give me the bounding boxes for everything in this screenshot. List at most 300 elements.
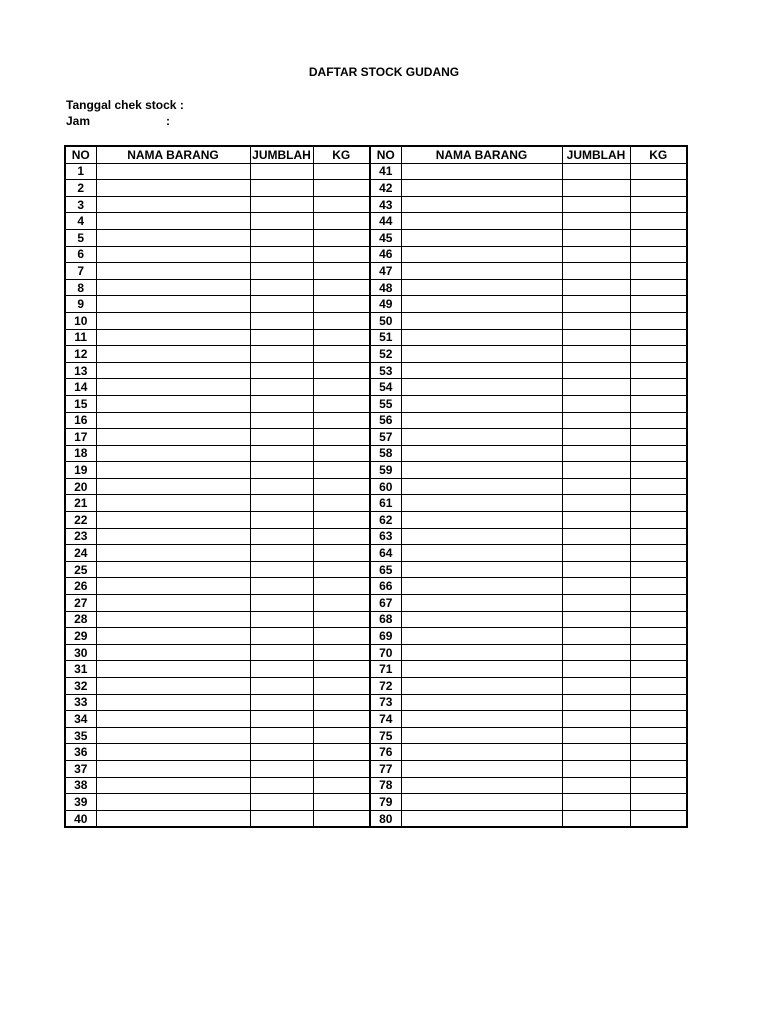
table-row [65, 794, 687, 811]
kg-cell-right[interactable] [630, 213, 687, 230]
jumblah-cell-right[interactable] [562, 777, 630, 794]
jumblah-cell-left[interactable] [250, 727, 313, 744]
table-row [65, 445, 687, 462]
row-number-right: 77 [370, 760, 401, 777]
jumblah-cell-right[interactable] [562, 279, 630, 296]
row-number-right: 46 [370, 246, 401, 263]
jumblah-cell-left[interactable] [250, 611, 313, 628]
nama-barang-cell-right[interactable] [401, 246, 562, 263]
jumblah-cell-left[interactable] [250, 711, 313, 728]
nama-barang-cell-left[interactable] [96, 329, 250, 346]
jumblah-cell-right[interactable] [562, 362, 630, 379]
kg-cell-left[interactable] [313, 395, 370, 412]
nama-barang-cell-left[interactable] [96, 296, 250, 313]
jumblah-cell-right[interactable] [562, 578, 630, 595]
jumblah-cell-right[interactable] [562, 196, 630, 213]
nama-barang-cell-left[interactable] [96, 429, 250, 446]
kg-cell-right[interactable] [630, 329, 687, 346]
kg-cell-left[interactable] [313, 744, 370, 761]
jumblah-cell-left[interactable] [250, 412, 313, 429]
kg-cell-right[interactable] [630, 794, 687, 811]
nama-barang-cell-left[interactable] [96, 744, 250, 761]
kg-cell-right[interactable] [630, 379, 687, 396]
nama-barang-cell-left[interactable] [96, 395, 250, 412]
kg-cell-right[interactable] [630, 346, 687, 363]
nama-barang-cell-right[interactable] [401, 528, 562, 545]
kg-cell-right[interactable] [630, 312, 687, 329]
nama-barang-cell-right[interactable] [401, 561, 562, 578]
row-number-left: 27 [65, 595, 96, 612]
jumblah-cell-left[interactable] [250, 794, 313, 811]
nama-barang-cell-right[interactable] [401, 578, 562, 595]
row-number-right: 80 [370, 810, 401, 827]
kg-cell-left[interactable] [313, 229, 370, 246]
row-number-left: 4 [65, 213, 96, 230]
row-number-right: 45 [370, 229, 401, 246]
kg-cell-right[interactable] [630, 760, 687, 777]
row-number-right: 49 [370, 296, 401, 313]
kg-cell-right[interactable] [630, 462, 687, 479]
kg-cell-left[interactable] [313, 727, 370, 744]
kg-cell-right[interactable] [630, 661, 687, 678]
kg-cell-left[interactable] [313, 362, 370, 379]
jumblah-cell-right[interactable] [562, 329, 630, 346]
kg-cell-left[interactable] [313, 578, 370, 595]
nama-barang-cell-right[interactable] [401, 379, 562, 396]
kg-cell-left[interactable] [313, 694, 370, 711]
table-row [65, 379, 687, 396]
jumblah-cell-right[interactable] [562, 445, 630, 462]
kg-cell-left[interactable] [313, 263, 370, 280]
row-number-left: 19 [65, 462, 96, 479]
header-no-right: NO [370, 146, 401, 163]
kg-cell-left[interactable] [313, 595, 370, 612]
nama-barang-cell-right[interactable] [401, 595, 562, 612]
kg-cell-right[interactable] [630, 279, 687, 296]
jumblah-cell-left[interactable] [250, 578, 313, 595]
kg-cell-left[interactable] [313, 794, 370, 811]
nama-barang-cell-right[interactable] [401, 711, 562, 728]
nama-barang-cell-left[interactable] [96, 578, 250, 595]
row-number-left: 35 [65, 727, 96, 744]
table-row [65, 462, 687, 479]
kg-cell-right[interactable] [630, 611, 687, 628]
kg-cell-right[interactable] [630, 246, 687, 263]
jumblah-cell-right[interactable] [562, 628, 630, 645]
nama-barang-cell-left[interactable] [96, 711, 250, 728]
row-number-right: 74 [370, 711, 401, 728]
nama-barang-cell-right[interactable] [401, 678, 562, 695]
kg-cell-right[interactable] [630, 429, 687, 446]
jumblah-cell-left[interactable] [250, 694, 313, 711]
jumblah-cell-right[interactable] [562, 760, 630, 777]
jumblah-cell-left[interactable] [250, 760, 313, 777]
row-number-left: 10 [65, 312, 96, 329]
jumblah-cell-left[interactable] [250, 229, 313, 246]
nama-barang-cell-right[interactable] [401, 462, 562, 479]
jumblah-cell-right[interactable] [562, 810, 630, 827]
nama-barang-cell-left[interactable] [96, 528, 250, 545]
nama-barang-cell-right[interactable] [401, 727, 562, 744]
kg-cell-left[interactable] [313, 661, 370, 678]
nama-barang-cell-left[interactable] [96, 545, 250, 562]
table-row [65, 263, 687, 280]
nama-barang-cell-right[interactable] [401, 478, 562, 495]
kg-cell-left[interactable] [313, 163, 370, 180]
kg-cell-right[interactable] [630, 528, 687, 545]
table-header-row [65, 146, 687, 163]
jumblah-cell-left[interactable] [250, 346, 313, 363]
nama-barang-cell-right[interactable] [401, 263, 562, 280]
kg-cell-left[interactable] [313, 412, 370, 429]
kg-cell-left[interactable] [313, 296, 370, 313]
kg-cell-left[interactable] [313, 279, 370, 296]
nama-barang-cell-left[interactable] [96, 246, 250, 263]
kg-cell-left[interactable] [313, 379, 370, 396]
jumblah-cell-right[interactable] [562, 595, 630, 612]
table-row [65, 628, 687, 645]
jumblah-cell-left[interactable] [250, 312, 313, 329]
jumblah-cell-right[interactable] [562, 561, 630, 578]
nama-barang-cell-right[interactable] [401, 163, 562, 180]
kg-cell-right[interactable] [630, 561, 687, 578]
nama-barang-cell-right[interactable] [401, 611, 562, 628]
row-number-right: 63 [370, 528, 401, 545]
kg-cell-left[interactable] [313, 445, 370, 462]
kg-cell-left[interactable] [313, 711, 370, 728]
nama-barang-cell-left[interactable] [96, 478, 250, 495]
table-row [65, 678, 687, 695]
jumblah-cell-right[interactable] [562, 644, 630, 661]
table-row [65, 395, 687, 412]
nama-barang-cell-left[interactable] [96, 694, 250, 711]
nama-barang-cell-right[interactable] [401, 412, 562, 429]
table-row [65, 279, 687, 296]
kg-cell-right[interactable] [630, 196, 687, 213]
row-number-right: 59 [370, 462, 401, 479]
row-number-left: 13 [65, 362, 96, 379]
jumblah-cell-right[interactable] [562, 246, 630, 263]
nama-barang-cell-left[interactable] [96, 611, 250, 628]
kg-cell-right[interactable] [630, 495, 687, 512]
jumblah-cell-left[interactable] [250, 263, 313, 280]
kg-cell-left[interactable] [313, 644, 370, 661]
kg-cell-left[interactable] [313, 545, 370, 562]
row-number-left: 8 [65, 279, 96, 296]
jumblah-cell-right[interactable] [562, 213, 630, 230]
kg-cell-left[interactable] [313, 512, 370, 529]
nama-barang-cell-right[interactable] [401, 810, 562, 827]
kg-cell-right[interactable] [630, 163, 687, 180]
nama-barang-cell-left[interactable] [96, 180, 250, 197]
table-row [65, 346, 687, 363]
header-jumblah-right: JUMBLAH [562, 146, 630, 163]
nama-barang-cell-right[interactable] [401, 395, 562, 412]
row-number-right: 67 [370, 595, 401, 612]
row-number-left: 24 [65, 545, 96, 562]
jumblah-cell-left[interactable] [250, 462, 313, 479]
nama-barang-cell-left[interactable] [96, 346, 250, 363]
kg-cell-right[interactable] [630, 362, 687, 379]
jumblah-cell-left[interactable] [250, 628, 313, 645]
kg-cell-right[interactable] [630, 180, 687, 197]
nama-barang-cell-left[interactable] [96, 678, 250, 695]
jumblah-cell-left[interactable] [250, 395, 313, 412]
nama-barang-cell-left[interactable] [96, 196, 250, 213]
nama-barang-cell-right[interactable] [401, 279, 562, 296]
jumblah-cell-left[interactable] [250, 561, 313, 578]
kg-cell-left[interactable] [313, 611, 370, 628]
jumblah-cell-right[interactable] [562, 744, 630, 761]
kg-cell-right[interactable] [630, 711, 687, 728]
nama-barang-cell-right[interactable] [401, 429, 562, 446]
nama-barang-cell-left[interactable] [96, 312, 250, 329]
jumblah-cell-right[interactable] [562, 694, 630, 711]
kg-cell-right[interactable] [630, 229, 687, 246]
kg-cell-left[interactable] [313, 180, 370, 197]
jumblah-cell-left[interactable] [250, 296, 313, 313]
jumblah-cell-right[interactable] [562, 545, 630, 562]
jumblah-cell-right[interactable] [562, 528, 630, 545]
jumblah-cell-left[interactable] [250, 678, 313, 695]
jumblah-cell-left[interactable] [250, 329, 313, 346]
jumblah-cell-left[interactable] [250, 661, 313, 678]
nama-barang-cell-left[interactable] [96, 794, 250, 811]
kg-cell-left[interactable] [313, 561, 370, 578]
nama-barang-cell-right[interactable] [401, 777, 562, 794]
nama-barang-cell-left[interactable] [96, 362, 250, 379]
kg-cell-left[interactable] [313, 213, 370, 230]
header-no-left: NO [65, 146, 96, 163]
row-number-left: 17 [65, 429, 96, 446]
row-number-right: 62 [370, 512, 401, 529]
jumblah-cell-left[interactable] [250, 180, 313, 197]
jumblah-cell-left[interactable] [250, 379, 313, 396]
jumblah-cell-left[interactable] [250, 445, 313, 462]
row-number-right: 41 [370, 163, 401, 180]
kg-cell-left[interactable] [313, 329, 370, 346]
jumblah-cell-right[interactable] [562, 512, 630, 529]
kg-cell-left[interactable] [313, 312, 370, 329]
jumblah-cell-left[interactable] [250, 644, 313, 661]
header-jumblah-left: JUMBLAH [250, 146, 313, 163]
row-number-left: 22 [65, 512, 96, 529]
kg-cell-right[interactable] [630, 595, 687, 612]
nama-barang-cell-left[interactable] [96, 445, 250, 462]
row-number-left: 14 [65, 379, 96, 396]
nama-barang-cell-right[interactable] [401, 296, 562, 313]
kg-cell-right[interactable] [630, 478, 687, 495]
nama-barang-cell-right[interactable] [401, 229, 562, 246]
jumblah-cell-right[interactable] [562, 678, 630, 695]
nama-barang-cell-right[interactable] [401, 362, 562, 379]
jumblah-cell-left[interactable] [250, 429, 313, 446]
kg-cell-right[interactable] [630, 512, 687, 529]
nama-barang-cell-left[interactable] [96, 628, 250, 645]
kg-cell-right[interactable] [630, 412, 687, 429]
nama-barang-cell-right[interactable] [401, 329, 562, 346]
jumblah-cell-left[interactable] [250, 595, 313, 612]
date-label: Tanggal chek stock : [66, 98, 184, 112]
row-number-left: 23 [65, 528, 96, 545]
jumblah-cell-left[interactable] [250, 512, 313, 529]
jumblah-cell-left[interactable] [250, 246, 313, 263]
jumblah-cell-left[interactable] [250, 362, 313, 379]
jumblah-cell-right[interactable] [562, 794, 630, 811]
row-number-left: 34 [65, 711, 96, 728]
jumblah-cell-left[interactable] [250, 478, 313, 495]
jumblah-cell-right[interactable] [562, 395, 630, 412]
nama-barang-cell-right[interactable] [401, 694, 562, 711]
kg-cell-right[interactable] [630, 744, 687, 761]
jumblah-cell-left[interactable] [250, 279, 313, 296]
jumblah-cell-left[interactable] [250, 495, 313, 512]
nama-barang-cell-left[interactable] [96, 595, 250, 612]
jumblah-cell-left[interactable] [250, 196, 313, 213]
jumblah-cell-right[interactable] [562, 412, 630, 429]
nama-barang-cell-left[interactable] [96, 379, 250, 396]
jumblah-cell-left[interactable] [250, 777, 313, 794]
nama-barang-cell-right[interactable] [401, 180, 562, 197]
kg-cell-right[interactable] [630, 263, 687, 280]
nama-barang-cell-left[interactable] [96, 163, 250, 180]
kg-cell-left[interactable] [313, 346, 370, 363]
header-nama-barang-left: NAMA BARANG [96, 146, 250, 163]
kg-cell-right[interactable] [630, 694, 687, 711]
kg-cell-left[interactable] [313, 777, 370, 794]
row-number-right: 53 [370, 362, 401, 379]
jumblah-cell-right[interactable] [562, 478, 630, 495]
kg-cell-right[interactable] [630, 727, 687, 744]
nama-barang-cell-right[interactable] [401, 445, 562, 462]
kg-cell-left[interactable] [313, 810, 370, 827]
row-number-left: 21 [65, 495, 96, 512]
jumblah-cell-right[interactable] [562, 727, 630, 744]
jumblah-cell-left[interactable] [250, 213, 313, 230]
nama-barang-cell-right[interactable] [401, 196, 562, 213]
nama-barang-cell-left[interactable] [96, 661, 250, 678]
jumblah-cell-right[interactable] [562, 346, 630, 363]
jumblah-cell-right[interactable] [562, 429, 630, 446]
kg-cell-right[interactable] [630, 678, 687, 695]
row-number-right: 51 [370, 329, 401, 346]
jumblah-cell-left[interactable] [250, 545, 313, 562]
nama-barang-cell-right[interactable] [401, 760, 562, 777]
row-number-left: 37 [65, 760, 96, 777]
nama-barang-cell-right[interactable] [401, 744, 562, 761]
kg-cell-left[interactable] [313, 628, 370, 645]
jumblah-cell-right[interactable] [562, 462, 630, 479]
nama-barang-cell-left[interactable] [96, 279, 250, 296]
nama-barang-cell-left[interactable] [96, 561, 250, 578]
jumblah-cell-right[interactable] [562, 611, 630, 628]
row-number-right: 48 [370, 279, 401, 296]
nama-barang-cell-right[interactable] [401, 495, 562, 512]
kg-cell-right[interactable] [630, 578, 687, 595]
jumblah-cell-right[interactable] [562, 263, 630, 280]
nama-barang-cell-left[interactable] [96, 727, 250, 744]
kg-cell-right[interactable] [630, 545, 687, 562]
kg-cell-left[interactable] [313, 678, 370, 695]
row-number-right: 72 [370, 678, 401, 695]
nama-barang-cell-right[interactable] [401, 346, 562, 363]
kg-cell-left[interactable] [313, 196, 370, 213]
kg-cell-left[interactable] [313, 462, 370, 479]
table-row [65, 611, 687, 628]
kg-cell-right[interactable] [630, 777, 687, 794]
jumblah-cell-left[interactable] [250, 744, 313, 761]
nama-barang-cell-right[interactable] [401, 644, 562, 661]
kg-cell-right[interactable] [630, 296, 687, 313]
jumblah-cell-right[interactable] [562, 379, 630, 396]
jumblah-cell-left[interactable] [250, 528, 313, 545]
kg-cell-right[interactable] [630, 810, 687, 827]
nama-barang-cell-right[interactable] [401, 545, 562, 562]
nama-barang-cell-right[interactable] [401, 661, 562, 678]
nama-barang-cell-left[interactable] [96, 462, 250, 479]
jumblah-cell-right[interactable] [562, 296, 630, 313]
nama-barang-cell-right[interactable] [401, 512, 562, 529]
jumblah-cell-right[interactable] [562, 163, 630, 180]
row-number-left: 31 [65, 661, 96, 678]
row-number-left: 29 [65, 628, 96, 645]
table-row [65, 163, 687, 180]
jumblah-cell-right[interactable] [562, 229, 630, 246]
jumblah-cell-right[interactable] [562, 495, 630, 512]
kg-cell-right[interactable] [630, 445, 687, 462]
nama-barang-cell-left[interactable] [96, 512, 250, 529]
nama-barang-cell-left[interactable] [96, 263, 250, 280]
nama-barang-cell-right[interactable] [401, 213, 562, 230]
kg-cell-left[interactable] [313, 429, 370, 446]
nama-barang-cell-left[interactable] [96, 777, 250, 794]
jumblah-cell-right[interactable] [562, 312, 630, 329]
row-number-right: 42 [370, 180, 401, 197]
jumblah-cell-left[interactable] [250, 810, 313, 827]
nama-barang-cell-left[interactable] [96, 495, 250, 512]
kg-cell-right[interactable] [630, 395, 687, 412]
row-number-right: 44 [370, 213, 401, 230]
kg-cell-left[interactable] [313, 760, 370, 777]
nama-barang-cell-right[interactable] [401, 628, 562, 645]
nama-barang-cell-left[interactable] [96, 412, 250, 429]
nama-barang-cell-left[interactable] [96, 644, 250, 661]
stock-table [64, 145, 688, 828]
nama-barang-cell-left[interactable] [96, 229, 250, 246]
nama-barang-cell-left[interactable] [96, 810, 250, 827]
nama-barang-cell-right[interactable] [401, 794, 562, 811]
kg-cell-right[interactable] [630, 644, 687, 661]
jumblah-cell-right[interactable] [562, 180, 630, 197]
kg-cell-right[interactable] [630, 628, 687, 645]
table-row [65, 595, 687, 612]
nama-barang-cell-left[interactable] [96, 760, 250, 777]
jumblah-cell-right[interactable] [562, 661, 630, 678]
kg-cell-left[interactable] [313, 478, 370, 495]
nama-barang-cell-right[interactable] [401, 312, 562, 329]
jumblah-cell-left[interactable] [250, 163, 313, 180]
time-label: Jam [66, 114, 91, 128]
kg-cell-left[interactable] [313, 495, 370, 512]
table-row [65, 561, 687, 578]
table-row [65, 329, 687, 346]
row-number-right: 57 [370, 429, 401, 446]
kg-cell-left[interactable] [313, 528, 370, 545]
row-number-left: 5 [65, 229, 96, 246]
kg-cell-left[interactable] [313, 246, 370, 263]
jumblah-cell-right[interactable] [562, 711, 630, 728]
nama-barang-cell-left[interactable] [96, 213, 250, 230]
